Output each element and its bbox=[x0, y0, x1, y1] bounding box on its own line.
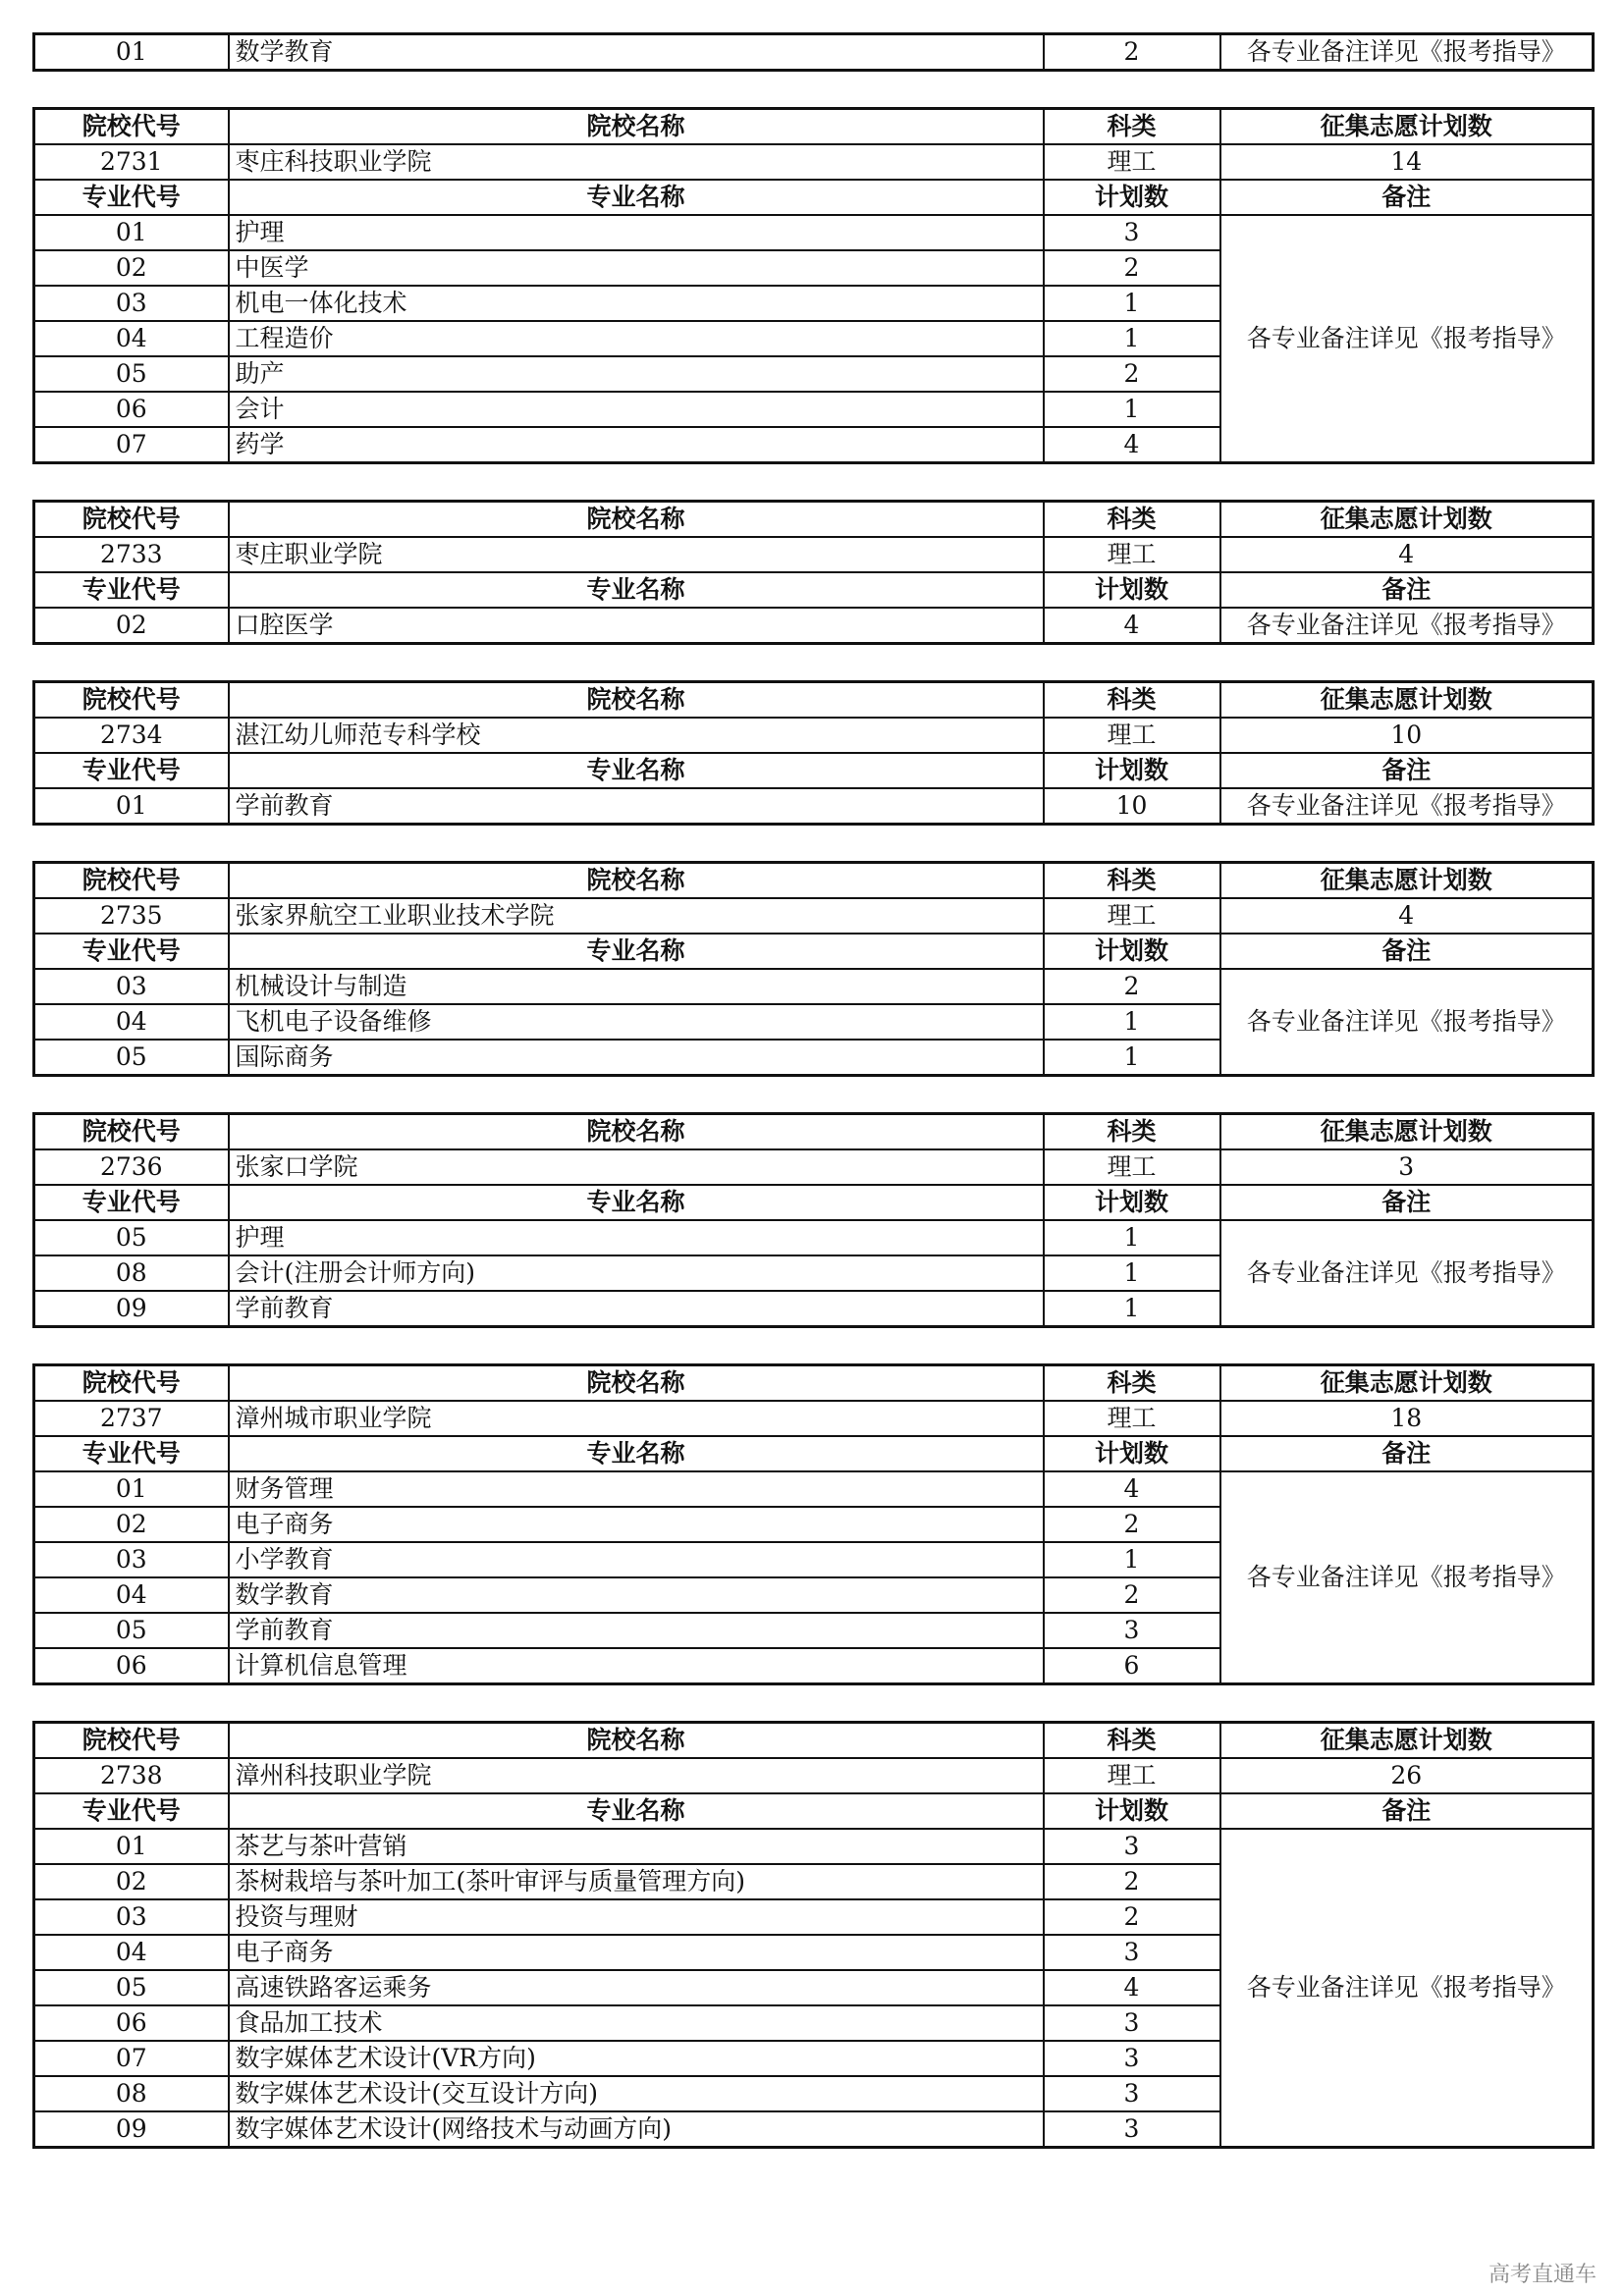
header-major-code: 专业代号 bbox=[34, 1185, 229, 1220]
header-remark: 备注 bbox=[1220, 934, 1594, 969]
header-plan-count: 计划数 bbox=[1044, 934, 1220, 969]
plan-count: 1 bbox=[1044, 286, 1220, 321]
major-name: 学前教育 bbox=[229, 1613, 1044, 1648]
header-major-name: 专业名称 bbox=[229, 180, 1044, 215]
major-name: 数字媒体艺术设计(VR方向) bbox=[229, 2041, 1044, 2076]
plan-count: 4 bbox=[1044, 1471, 1220, 1507]
major-name: 护理 bbox=[229, 1220, 1044, 1255]
major-name: 数字媒体艺术设计(交互设计方向) bbox=[229, 2076, 1044, 2111]
remark: 各专业备注详见《报考指导》 bbox=[1220, 969, 1594, 1076]
school-name: 张家界航空工业职业技术学院 bbox=[229, 898, 1044, 934]
remark: 各专业备注详见《报考指导》 bbox=[1220, 34, 1594, 71]
header-major-code: 专业代号 bbox=[34, 572, 229, 608]
school-header-row bbox=[34, 1723, 1594, 1759]
plan-count: 10 bbox=[1044, 788, 1220, 825]
major-name: 口腔医学 bbox=[229, 608, 1044, 644]
major-name: 电子商务 bbox=[229, 1507, 1044, 1542]
plan-count: 2 bbox=[1044, 34, 1220, 71]
major-code: 01 bbox=[34, 1471, 229, 1507]
document-page bbox=[32, 32, 1592, 2149]
school-table bbox=[32, 680, 1595, 826]
major-code: 05 bbox=[34, 356, 229, 392]
major-name: 会计(注册会计师方向) bbox=[229, 1255, 1044, 1291]
header-plan-count: 计划数 bbox=[1044, 753, 1220, 788]
major-code: 02 bbox=[34, 1507, 229, 1542]
plan-count: 2 bbox=[1044, 969, 1220, 1004]
plan-count: 3 bbox=[1044, 1613, 1220, 1648]
plan-count: 2 bbox=[1044, 356, 1220, 392]
header-category: 科类 bbox=[1044, 109, 1220, 145]
header-school-name: 院校名称 bbox=[229, 1723, 1044, 1759]
school-header-row bbox=[34, 863, 1594, 899]
major-name: 中医学 bbox=[229, 250, 1044, 286]
plan-count: 1 bbox=[1044, 1255, 1220, 1291]
school-plan-total: 4 bbox=[1220, 898, 1594, 934]
major-name: 机械设计与制造 bbox=[229, 969, 1044, 1004]
school-category: 理工 bbox=[1044, 1758, 1220, 1793]
major-name: 食品加工技术 bbox=[229, 2005, 1044, 2041]
school-header-row bbox=[34, 1365, 1594, 1402]
school-info-row bbox=[34, 1758, 1594, 1793]
school-info-row bbox=[34, 718, 1594, 753]
plan-count: 4 bbox=[1044, 608, 1220, 644]
header-remark: 备注 bbox=[1220, 1793, 1594, 1829]
table-row bbox=[34, 1829, 1594, 1864]
header-remark: 备注 bbox=[1220, 753, 1594, 788]
header-plan-total: 征集志愿计划数 bbox=[1220, 1723, 1594, 1759]
header-school-code: 院校代号 bbox=[34, 863, 229, 899]
header-school-name: 院校名称 bbox=[229, 1365, 1044, 1402]
major-code: 05 bbox=[34, 1040, 229, 1076]
plan-count: 6 bbox=[1044, 1648, 1220, 1684]
header-plan-total: 征集志愿计划数 bbox=[1220, 863, 1594, 899]
header-remark: 备注 bbox=[1220, 1185, 1594, 1220]
major-code: 04 bbox=[34, 1004, 229, 1040]
major-name: 小学教育 bbox=[229, 1542, 1044, 1577]
plan-count: 2 bbox=[1044, 1507, 1220, 1542]
major-code: 07 bbox=[34, 427, 229, 463]
plan-count: 1 bbox=[1044, 392, 1220, 427]
school-code: 2735 bbox=[34, 898, 229, 934]
major-name: 投资与理财 bbox=[229, 1899, 1044, 1935]
major-code: 02 bbox=[34, 608, 229, 644]
school-name: 张家口学院 bbox=[229, 1149, 1044, 1185]
header-remark: 备注 bbox=[1220, 180, 1594, 215]
school-name: 漳州城市职业学院 bbox=[229, 1401, 1044, 1436]
school-plan-total: 3 bbox=[1220, 1149, 1594, 1185]
major-code: 06 bbox=[34, 1648, 229, 1684]
school-code: 2734 bbox=[34, 718, 229, 753]
school-info-row bbox=[34, 898, 1594, 934]
header-category: 科类 bbox=[1044, 863, 1220, 899]
major-name: 数学教育 bbox=[229, 1577, 1044, 1613]
table-row bbox=[34, 788, 1594, 825]
plan-count: 3 bbox=[1044, 1829, 1220, 1864]
major-code: 07 bbox=[34, 2041, 229, 2076]
school-code: 2731 bbox=[34, 144, 229, 180]
remark: 各专业备注详见《报考指导》 bbox=[1220, 788, 1594, 825]
major-code: 02 bbox=[34, 1864, 229, 1899]
plan-count: 4 bbox=[1044, 1970, 1220, 2005]
plan-count: 3 bbox=[1044, 215, 1220, 250]
major-code: 01 bbox=[34, 34, 229, 71]
plan-count: 3 bbox=[1044, 2005, 1220, 2041]
school-header-row bbox=[34, 109, 1594, 145]
major-code: 06 bbox=[34, 2005, 229, 2041]
block-spacer bbox=[32, 645, 1592, 680]
header-category: 科类 bbox=[1044, 1723, 1220, 1759]
header-school-name: 院校名称 bbox=[229, 109, 1044, 145]
block-spacer bbox=[32, 72, 1592, 107]
plan-count: 2 bbox=[1044, 250, 1220, 286]
header-major-code: 专业代号 bbox=[34, 934, 229, 969]
major-code: 04 bbox=[34, 1935, 229, 1970]
major-code: 04 bbox=[34, 1577, 229, 1613]
school-name: 漳州科技职业学院 bbox=[229, 1758, 1044, 1793]
major-code: 03 bbox=[34, 286, 229, 321]
remark: 各专业备注详见《报考指导》 bbox=[1220, 1471, 1594, 1684]
header-category: 科类 bbox=[1044, 1365, 1220, 1402]
major-name: 计算机信息管理 bbox=[229, 1648, 1044, 1684]
plan-count: 2 bbox=[1044, 1864, 1220, 1899]
major-code: 05 bbox=[34, 1613, 229, 1648]
major-name: 护理 bbox=[229, 215, 1044, 250]
table-row bbox=[34, 1220, 1594, 1255]
major-name: 机电一体化技术 bbox=[229, 286, 1044, 321]
header-major-name: 专业名称 bbox=[229, 1185, 1044, 1220]
school-code: 2733 bbox=[34, 537, 229, 572]
header-plan-total: 征集志愿计划数 bbox=[1220, 1114, 1594, 1150]
header-major-name: 专业名称 bbox=[229, 1793, 1044, 1829]
major-header-row bbox=[34, 934, 1594, 969]
header-category: 科类 bbox=[1044, 682, 1220, 719]
major-name: 学前教育 bbox=[229, 1291, 1044, 1327]
header-major-name: 专业名称 bbox=[229, 753, 1044, 788]
school-category: 理工 bbox=[1044, 144, 1220, 180]
school-plan-total: 4 bbox=[1220, 537, 1594, 572]
major-code: 01 bbox=[34, 215, 229, 250]
major-header-row bbox=[34, 1793, 1594, 1829]
major-name: 数学教育 bbox=[229, 34, 1044, 71]
header-major-code: 专业代号 bbox=[34, 753, 229, 788]
header-plan-count: 计划数 bbox=[1044, 180, 1220, 215]
header-major-code: 专业代号 bbox=[34, 1793, 229, 1829]
major-code: 01 bbox=[34, 1829, 229, 1864]
table-row bbox=[34, 608, 1594, 644]
school-plan-total: 10 bbox=[1220, 718, 1594, 753]
header-major-code: 专业代号 bbox=[34, 1436, 229, 1471]
header-remark: 备注 bbox=[1220, 1436, 1594, 1471]
school-header-row bbox=[34, 1114, 1594, 1150]
block-spacer bbox=[32, 464, 1592, 500]
header-category: 科类 bbox=[1044, 502, 1220, 538]
table-row bbox=[34, 34, 1594, 71]
header-school-name: 院校名称 bbox=[229, 863, 1044, 899]
major-name: 电子商务 bbox=[229, 1935, 1044, 1970]
major-code: 05 bbox=[34, 1220, 229, 1255]
school-table bbox=[32, 1363, 1595, 1685]
school-header-row bbox=[34, 682, 1594, 719]
header-plan-count: 计划数 bbox=[1044, 1185, 1220, 1220]
major-name: 数字媒体艺术设计(网络技术与动画方向) bbox=[229, 2111, 1044, 2148]
school-info-row bbox=[34, 144, 1594, 180]
plan-count: 1 bbox=[1044, 1220, 1220, 1255]
school-code: 2738 bbox=[34, 1758, 229, 1793]
header-school-name: 院校名称 bbox=[229, 1114, 1044, 1150]
school-plan-total: 14 bbox=[1220, 144, 1594, 180]
school-info-row bbox=[34, 1401, 1594, 1436]
plan-count: 3 bbox=[1044, 2076, 1220, 2111]
school-name: 枣庄科技职业学院 bbox=[229, 144, 1044, 180]
major-code: 09 bbox=[34, 1291, 229, 1327]
header-major-name: 专业名称 bbox=[229, 1436, 1044, 1471]
continued-table bbox=[32, 32, 1595, 72]
school-blocks bbox=[32, 72, 1592, 2149]
header-plan-total: 征集志愿计划数 bbox=[1220, 1365, 1594, 1402]
school-category: 理工 bbox=[1044, 1149, 1220, 1185]
major-code: 09 bbox=[34, 2111, 229, 2148]
table-row bbox=[34, 1471, 1594, 1507]
school-plan-total: 26 bbox=[1220, 1758, 1594, 1793]
remark: 各专业备注详见《报考指导》 bbox=[1220, 608, 1594, 644]
plan-count: 2 bbox=[1044, 1899, 1220, 1935]
header-major-name: 专业名称 bbox=[229, 572, 1044, 608]
plan-count: 1 bbox=[1044, 321, 1220, 356]
major-name: 会计 bbox=[229, 392, 1044, 427]
school-category: 理工 bbox=[1044, 718, 1220, 753]
major-name: 药学 bbox=[229, 427, 1044, 463]
school-table bbox=[32, 1112, 1595, 1328]
plan-count: 1 bbox=[1044, 1291, 1220, 1327]
block-spacer bbox=[32, 1077, 1592, 1112]
header-school-code: 院校代号 bbox=[34, 682, 229, 719]
school-table bbox=[32, 500, 1595, 645]
major-code: 08 bbox=[34, 2076, 229, 2111]
header-school-name: 院校名称 bbox=[229, 502, 1044, 538]
header-major-code: 专业代号 bbox=[34, 180, 229, 215]
plan-count: 1 bbox=[1044, 1040, 1220, 1076]
header-plan-count: 计划数 bbox=[1044, 1793, 1220, 1829]
header-school-code: 院校代号 bbox=[34, 1723, 229, 1759]
header-school-code: 院校代号 bbox=[34, 109, 229, 145]
school-table bbox=[32, 1721, 1595, 2149]
school-table bbox=[32, 861, 1595, 1077]
school-info-row bbox=[34, 1149, 1594, 1185]
major-name: 助产 bbox=[229, 356, 1044, 392]
major-code: 06 bbox=[34, 392, 229, 427]
header-category: 科类 bbox=[1044, 1114, 1220, 1150]
major-name: 茶树栽培与茶叶加工(茶叶审评与质量管理方向) bbox=[229, 1864, 1044, 1899]
header-plan-total: 征集志愿计划数 bbox=[1220, 502, 1594, 538]
major-header-row bbox=[34, 1436, 1594, 1471]
header-plan-total: 征集志愿计划数 bbox=[1220, 682, 1594, 719]
major-header-row bbox=[34, 572, 1594, 608]
remark: 各专业备注详见《报考指导》 bbox=[1220, 1220, 1594, 1327]
school-header-row bbox=[34, 502, 1594, 538]
plan-count: 1 bbox=[1044, 1542, 1220, 1577]
major-name: 国际商务 bbox=[229, 1040, 1044, 1076]
plan-count: 2 bbox=[1044, 1577, 1220, 1613]
major-name: 高速铁路客运乘务 bbox=[229, 1970, 1044, 2005]
major-code: 03 bbox=[34, 969, 229, 1004]
major-name: 茶艺与茶叶营销 bbox=[229, 1829, 1044, 1864]
plan-count: 4 bbox=[1044, 427, 1220, 463]
school-name: 湛江幼儿师范专科学校 bbox=[229, 718, 1044, 753]
major-code: 01 bbox=[34, 788, 229, 825]
plan-count: 3 bbox=[1044, 2041, 1220, 2076]
school-code: 2737 bbox=[34, 1401, 229, 1436]
major-name: 工程造价 bbox=[229, 321, 1044, 356]
school-category: 理工 bbox=[1044, 1401, 1220, 1436]
remark: 各专业备注详见《报考指导》 bbox=[1220, 215, 1594, 463]
header-school-code: 院校代号 bbox=[34, 502, 229, 538]
header-major-name: 专业名称 bbox=[229, 934, 1044, 969]
block-spacer bbox=[32, 1685, 1592, 1721]
block-spacer bbox=[32, 826, 1592, 861]
school-category: 理工 bbox=[1044, 537, 1220, 572]
major-code: 03 bbox=[34, 1899, 229, 1935]
major-name: 学前教育 bbox=[229, 788, 1044, 825]
table-row bbox=[34, 969, 1594, 1004]
header-remark: 备注 bbox=[1220, 572, 1594, 608]
school-category: 理工 bbox=[1044, 898, 1220, 934]
major-header-row bbox=[34, 1185, 1594, 1220]
major-code: 05 bbox=[34, 1970, 229, 2005]
plan-count: 3 bbox=[1044, 1935, 1220, 1970]
header-school-code: 院校代号 bbox=[34, 1365, 229, 1402]
major-name: 财务管理 bbox=[229, 1471, 1044, 1507]
school-plan-total: 18 bbox=[1220, 1401, 1594, 1436]
header-plan-total: 征集志愿计划数 bbox=[1220, 109, 1594, 145]
block-spacer bbox=[32, 1328, 1592, 1363]
school-table bbox=[32, 107, 1595, 464]
table-row bbox=[34, 215, 1594, 250]
major-header-row bbox=[34, 753, 1594, 788]
school-info-row bbox=[34, 537, 1594, 572]
school-code: 2736 bbox=[34, 1149, 229, 1185]
header-plan-count: 计划数 bbox=[1044, 572, 1220, 608]
header-plan-count: 计划数 bbox=[1044, 1436, 1220, 1471]
plan-count: 3 bbox=[1044, 2111, 1220, 2148]
plan-count: 1 bbox=[1044, 1004, 1220, 1040]
major-code: 04 bbox=[34, 321, 229, 356]
major-code: 02 bbox=[34, 250, 229, 286]
header-school-name: 院校名称 bbox=[229, 682, 1044, 719]
school-name: 枣庄职业学院 bbox=[229, 537, 1044, 572]
major-code: 03 bbox=[34, 1542, 229, 1577]
major-header-row bbox=[34, 180, 1594, 215]
watermark-text: 高考直通车 bbox=[1488, 2263, 1597, 2287]
header-school-code: 院校代号 bbox=[34, 1114, 229, 1150]
remark: 各专业备注详见《报考指导》 bbox=[1220, 1829, 1594, 2148]
major-code: 08 bbox=[34, 1255, 229, 1291]
major-name: 飞机电子设备维修 bbox=[229, 1004, 1044, 1040]
